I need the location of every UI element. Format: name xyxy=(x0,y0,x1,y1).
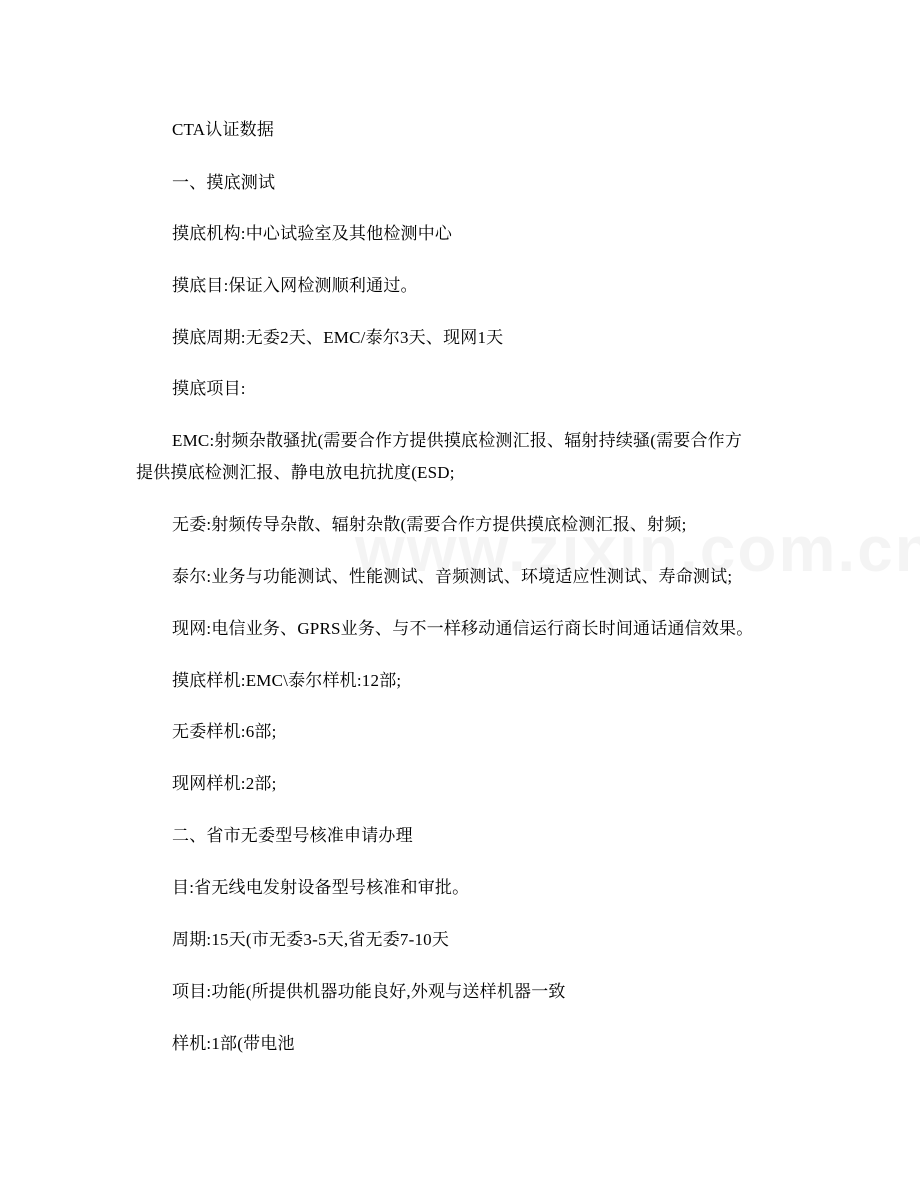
section-heading-2: 二、省市无委型号核准申请办理 xyxy=(172,826,413,845)
paragraph-line: 泰尔:业务与功能测试、性能测试、音频测试、环境适应性测试、寿命测试; xyxy=(172,567,733,586)
section-heading-1: 一、摸底测试 xyxy=(172,173,276,192)
document-title: CTA认证数据 xyxy=(172,120,275,139)
paragraph-line: 无委样机:6部; xyxy=(172,722,277,741)
paragraph-line: EMC:射频杂散骚扰(需要合作方提供摸底检测汇报、辐射持续骚(需要合作方 xyxy=(172,431,743,450)
paragraph-line: 摸底机构:中心试验室及其他检测中心 xyxy=(172,224,453,243)
paragraph-line: 现网:电信业务、GPRS业务、与不一样移动通信运行商长时间通话通信效果。 xyxy=(172,619,754,638)
paragraph-line: 无委:射频传导杂散、辐射杂散(需要合作方提供摸底检测汇报、射频; xyxy=(172,515,687,534)
paragraph-line: 摸底样机:EMC\泰尔样机:12部; xyxy=(172,671,402,690)
paragraph-line: 周期:15天(市无委3-5天,省无委7-10天 xyxy=(172,930,450,949)
paragraph-line: 目:省无线电发射设备型号核准和审批。 xyxy=(172,878,470,897)
paragraph-line-continued: 提供摸底检测汇报、静电放电抗扰度(ESD; xyxy=(136,463,455,482)
paragraph-line: 现网样机:2部; xyxy=(172,774,277,793)
paragraph-line: 摸底项目: xyxy=(172,379,246,398)
paragraph-line: 摸底周期:无委2天、EMC/泰尔3天、现网1天 xyxy=(172,328,504,347)
paragraph-line: 项目:功能(所提供机器功能良好,外观与送样机器一致 xyxy=(172,982,566,1001)
paragraph-line: 样机:1部(带电池 xyxy=(172,1034,295,1053)
paragraph-line: 摸底目:保证入网检测顺利通过。 xyxy=(172,276,418,295)
